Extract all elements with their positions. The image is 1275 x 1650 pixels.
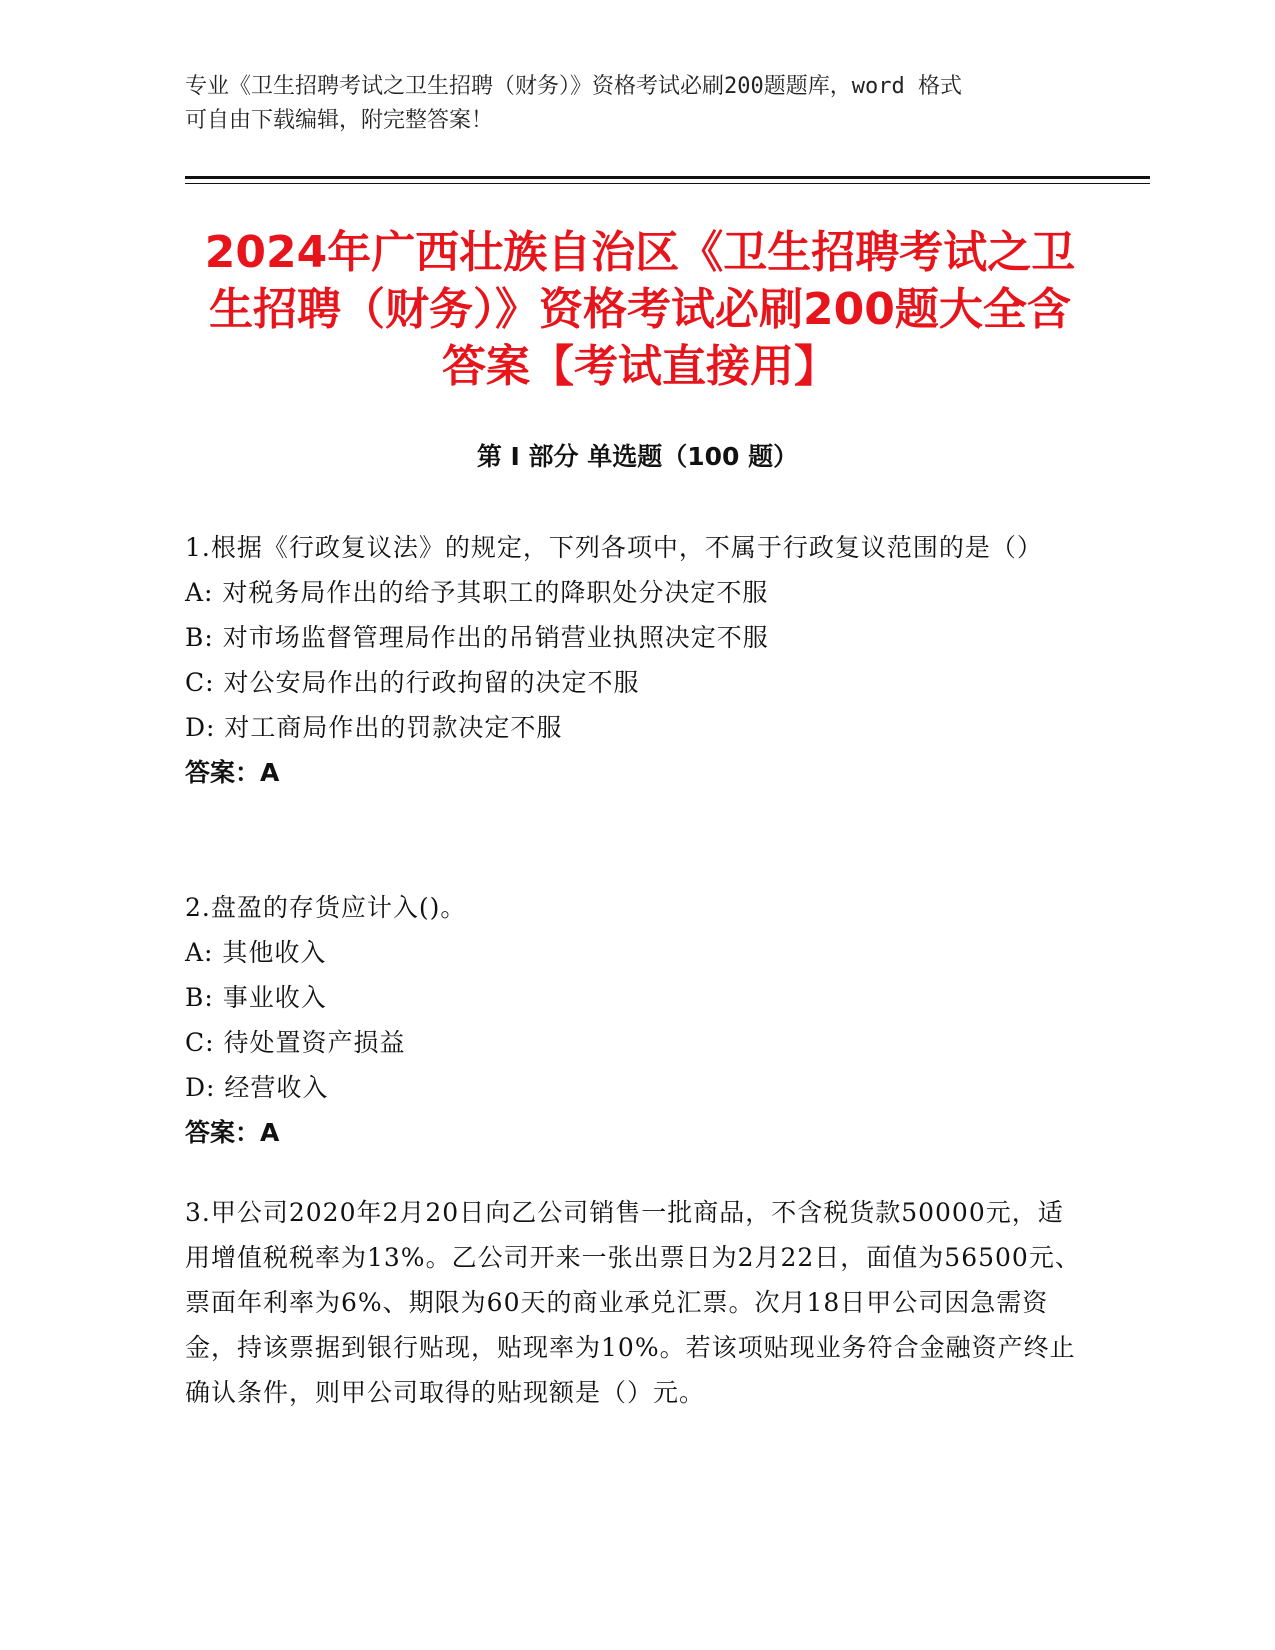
question-item: [185, 885, 1085, 1155]
option-a: A: 对税务局作出的给予其职工的降职处分决定不服: [185, 578, 769, 607]
document-title: 2024年广西壮族自治区《卫生招聘考试之卫生招聘（财务）》资格考试必刷200题大全含答案【考试直接用】: [204, 227, 1076, 392]
option-b: B: 对市场监督管理局作出的吊销营业执照决定不服: [185, 623, 769, 652]
option-b: B: 事业收入: [185, 983, 327, 1012]
option-d: D: 对工商局作出的罚款决定不服: [185, 713, 563, 742]
section-title: 第 I 部分 单选题（100 题）: [476, 442, 799, 471]
question-stem: 2.盘盈的存货应计入()。: [185, 893, 467, 922]
option-a: A: 其他收入: [185, 938, 327, 967]
answer-line: 答案：A: [185, 758, 280, 787]
question-item: [185, 525, 1085, 795]
header-note: 专业《卫生招聘考试之卫生招聘（财务）》资格考试必刷200题题库，word 格式 可自由下载编辑，附完整答案！: [185, 74, 962, 133]
header-divider-thick: [185, 176, 1150, 179]
question-stem: 3.甲公司2020年2月20日向乙公司销售一批商品，不含税货款50000元，适用增值税税率为13%。乙公司开来一张出票日为2月22日，面值为56500元、票面年利率为6%、期限为60天的商业承兑汇票。次月18日甲公司因急需资金，持该票据到银行贴现，贴现率为10%。若该项贴现业务符合金融资产终止确认条件，则甲公司取得的贴现额是（）元。: [185, 1198, 1081, 1407]
answer-line: 答案：A: [185, 1118, 280, 1147]
option-c: C: 对公安局作出的行政拘留的决定不服: [185, 668, 640, 697]
question-item: [185, 1190, 1085, 1415]
question-stem: 1.根据《行政复议法》的规定，下列各项中，不属于行政复议范围的是（）: [185, 533, 1043, 562]
header-divider-thin: [185, 183, 1150, 184]
option-c: C: 待处置资产损益: [185, 1028, 406, 1057]
option-d: D: 经营收入: [185, 1073, 329, 1102]
